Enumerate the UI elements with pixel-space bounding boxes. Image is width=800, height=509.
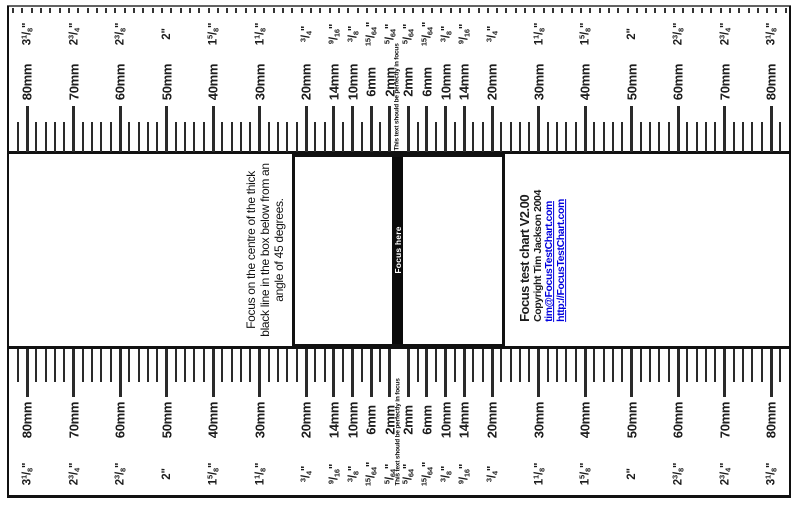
ruler-tick — [407, 349, 410, 397]
mm-label-top: 2mm — [400, 67, 416, 97]
ruler-tick — [296, 122, 298, 152]
ruler-tick — [705, 122, 707, 152]
ruler-tick — [342, 122, 344, 152]
ruler-tick — [425, 106, 428, 152]
inch-label-bottom: $^{15}/_{64}$" — [419, 461, 435, 487]
inch-label-top: $2^3/_4$" — [66, 22, 81, 46]
inch-label-top: $^3/_4$" — [298, 25, 314, 43]
ruler-tick — [696, 349, 698, 382]
ruler-tick — [203, 122, 205, 152]
ruler-tick — [203, 349, 205, 382]
inch-label-bottom: $1^5/_8$" — [577, 462, 593, 486]
ruler-tick — [677, 106, 680, 152]
inch-label-bottom: 2" — [160, 468, 173, 480]
ruler-tick — [417, 349, 419, 382]
ruler-tick — [621, 349, 623, 382]
instruction-line: Focus on the centre of the thick — [243, 171, 258, 329]
ruler-tick — [156, 122, 158, 152]
ruler-tick — [482, 122, 484, 152]
ruler-tick — [519, 122, 521, 152]
ruler-tick — [519, 349, 521, 382]
instruction-line: angle of 45 degrees. — [272, 198, 287, 302]
ruler-tick — [342, 349, 344, 382]
mm-label-bottom: 6mm — [419, 405, 435, 435]
ruler-tick — [379, 122, 381, 152]
inch-label-bottom: $^3/_4$" — [298, 465, 314, 483]
ruler-tick — [91, 349, 93, 382]
ruler-tick — [761, 349, 763, 382]
ruler-tick — [444, 106, 447, 152]
inch-label-top: $3^1/_8$" — [763, 22, 779, 46]
ruler-tick — [425, 349, 428, 397]
inch-label-top: $2^3/_8$" — [670, 22, 686, 46]
ruler-tick — [54, 349, 56, 382]
ruler-tick — [510, 349, 512, 382]
mm-label-bottom: 40mm — [205, 401, 221, 439]
ruler-tick — [537, 349, 540, 397]
ruler-tick — [556, 122, 558, 152]
inch-label-top: 2" — [625, 28, 638, 40]
ruler-tick — [54, 122, 56, 152]
ruler-tick — [630, 106, 633, 152]
mm-label-top: 10mm — [438, 63, 453, 101]
mm-label-bottom: 30mm — [252, 401, 267, 439]
ruler-tick — [286, 122, 288, 152]
ruler-tick — [193, 349, 195, 382]
mm-label-top: 20mm — [484, 63, 500, 101]
ruler-tick — [72, 106, 75, 152]
mm-label-bottom: 20mm — [298, 401, 314, 439]
ruler-tick — [696, 122, 698, 152]
mm-label-bottom: 50mm — [624, 401, 639, 439]
mm-label-bottom: 80mm — [19, 401, 35, 439]
inch-label-top: 2" — [160, 28, 173, 40]
ruler-tick — [361, 349, 363, 382]
ruler-tick — [742, 122, 744, 152]
ruler-tick — [500, 349, 502, 382]
ruler-tick — [388, 349, 391, 397]
ruler-tick — [482, 349, 484, 382]
focus-here-label: Focus here — [392, 226, 403, 274]
ruler-tick — [45, 349, 47, 382]
ruler-tick — [258, 349, 261, 397]
ruler-tick — [612, 122, 614, 152]
ruler-tick — [528, 349, 530, 382]
ruler-tick — [584, 106, 587, 152]
ruler-tick — [677, 349, 680, 397]
ruler-tick — [575, 122, 577, 152]
mm-label-bottom: 70mm — [66, 401, 81, 439]
ruler-tick — [556, 349, 558, 382]
inch-label-top: $1^1/_8$" — [252, 22, 267, 46]
mm-label-top: 80mm — [19, 63, 35, 101]
email-link[interactable]: tim@FocusTestChart.com — [543, 201, 556, 322]
inch-label-top: $^3/_8$" — [438, 25, 453, 43]
inch-label-bottom: 2" — [625, 468, 638, 480]
mm-label-bottom: 10mm — [438, 401, 453, 439]
ruler-tick — [444, 349, 447, 397]
ruler-tick — [351, 106, 354, 152]
mm-label-top: 30mm — [531, 63, 546, 101]
ruler-tick — [751, 122, 753, 152]
ruler-tick — [472, 122, 474, 152]
mm-label-bottom: 6mm — [363, 405, 379, 435]
mm-label-bottom: 14mm — [456, 401, 472, 439]
ruler-tick — [305, 349, 308, 397]
ruler-tick — [565, 349, 567, 382]
inch-label-bottom: $^5/_{64}$" — [382, 463, 398, 485]
ruler-tick — [277, 349, 279, 382]
ruler-tick — [100, 122, 102, 152]
inch-label-bottom: $^5/_{64}$" — [400, 463, 416, 485]
inch-label-top: $1^1/_8$" — [531, 22, 546, 46]
ruler-tick — [686, 122, 688, 152]
inch-label-bottom: $2^3/_4$" — [717, 462, 732, 486]
ruler-tick — [779, 122, 781, 152]
ruler-tick — [268, 349, 270, 382]
inch-label-bottom: $2^3/_4$" — [66, 462, 81, 486]
ruler-tick — [138, 349, 140, 382]
ruler-tick — [277, 122, 279, 152]
ruler-tick — [714, 122, 716, 152]
ruler-tick — [221, 349, 223, 382]
title-block — [518, 190, 568, 322]
ruler-tick — [249, 349, 251, 382]
ruler-tick — [379, 349, 381, 382]
ruler-tick — [658, 349, 660, 382]
mm-label-top: 6mm — [363, 67, 379, 97]
inch-label-bottom: $^{15}/_{64}$" — [363, 461, 379, 487]
mm-label-bottom: 50mm — [159, 401, 174, 439]
focus-note-bottom: This text should be perfectly in focus — [394, 378, 402, 486]
ruler-tick — [417, 122, 419, 152]
ruler-tick — [138, 122, 140, 152]
ruler-tick — [26, 349, 29, 397]
ruler-tick — [528, 122, 530, 152]
ruler-tick — [491, 349, 494, 397]
ruler-tick — [388, 106, 391, 152]
ruler-tick — [100, 349, 102, 382]
inch-label-bottom: $1^5/_8$" — [205, 462, 221, 486]
inch-label-bottom: $1^1/_8$" — [252, 462, 267, 486]
ruler-tick — [324, 349, 326, 382]
mm-label-bottom: 60mm — [670, 401, 686, 439]
ruler-tick — [184, 349, 186, 382]
ruler-tick — [240, 349, 242, 382]
instruction-line: black line in the box below from an — [257, 163, 272, 337]
ruler-tick — [407, 106, 410, 152]
inch-label-bottom: $^3/_8$" — [345, 465, 360, 483]
ruler-tick — [231, 349, 233, 382]
mm-label-bottom: 20mm — [484, 401, 500, 439]
inch-label-bottom: $^3/_8$" — [438, 465, 453, 483]
ruler-tick — [491, 106, 494, 152]
ruler-tick — [314, 122, 316, 152]
ruler-tick — [686, 349, 688, 382]
mm-label-top: 40mm — [205, 63, 221, 101]
ruler-tick — [733, 349, 735, 382]
mm-label-bottom: 40mm — [577, 401, 593, 439]
mm-label-top: 40mm — [577, 63, 593, 101]
ruler-tick — [621, 122, 623, 152]
ruler-tick — [435, 122, 437, 152]
ruler-tick — [175, 349, 177, 382]
ruler-tick — [332, 106, 335, 152]
ruler-tick — [770, 106, 773, 152]
ruler-tick — [668, 349, 670, 382]
ruler-tick — [435, 349, 437, 382]
ruler-tick — [156, 349, 158, 382]
ruler-tick — [463, 106, 466, 152]
mm-label-top: 10mm — [345, 63, 360, 101]
ruler-tick — [63, 122, 65, 152]
inch-label-top: $1^5/_8$" — [205, 22, 221, 46]
mm-label-top: 2mm — [382, 67, 398, 97]
ruler-tick — [584, 349, 587, 397]
ruler-tick — [714, 349, 716, 382]
ruler-tick — [17, 349, 19, 382]
ruler-tick — [35, 122, 37, 152]
ruler-tick — [258, 106, 261, 152]
inch-label-bottom: $1^1/_8$" — [531, 462, 546, 486]
mm-label-top: 14mm — [456, 63, 472, 101]
ruler-tick — [147, 349, 149, 382]
ruler-tick — [575, 349, 577, 382]
ruler-tick — [35, 349, 37, 382]
ruler-tick — [63, 349, 65, 382]
ruler-tick — [547, 122, 549, 152]
mm-label-top: 70mm — [717, 63, 732, 101]
mm-label-bottom: 60mm — [112, 401, 128, 439]
ruler-tick — [658, 122, 660, 152]
ruler-tick — [500, 122, 502, 152]
ruler-tick — [82, 349, 84, 382]
ruler-tick — [537, 106, 540, 152]
ruler-tick — [296, 349, 298, 382]
inch-label-top: $^3/_4$" — [484, 25, 500, 43]
inch-label-top: $^9/_{16}$" — [326, 23, 342, 45]
ruler-tick — [770, 349, 773, 397]
mm-label-top: 50mm — [624, 63, 639, 101]
mm-label-top: 60mm — [670, 63, 686, 101]
ruler-tick — [593, 122, 595, 152]
ruler-tick — [128, 349, 130, 382]
ruler-tick — [723, 106, 726, 152]
mm-label-bottom: 2mm — [400, 405, 416, 435]
ruler-tick — [110, 122, 112, 152]
mm-label-bottom: 2mm — [382, 405, 398, 435]
ruler-tick — [733, 122, 735, 152]
ruler-tick — [231, 122, 233, 152]
focus-note-top: This text should be perfectly in focus — [393, 43, 401, 151]
mm-label-bottom: 10mm — [345, 401, 360, 439]
ruler-tick — [351, 349, 354, 397]
ruler-tick — [332, 349, 335, 397]
ruler-tick — [305, 106, 308, 152]
ruler-tick — [751, 349, 753, 382]
ruler-tick — [640, 122, 642, 152]
mm-label-bottom: 80mm — [763, 401, 779, 439]
inch-label-top: $2^3/_4$" — [717, 22, 732, 46]
ruler-tick — [779, 349, 781, 382]
copyright-text: Copyright Tim Jackson 2004 — [531, 190, 544, 322]
ruler-tick — [184, 122, 186, 152]
ruler-tick — [361, 122, 363, 152]
ruler-tick — [472, 349, 474, 382]
ruler-tick — [649, 349, 651, 382]
ruler-tick — [249, 122, 251, 152]
mm-label-bottom: 30mm — [531, 401, 546, 439]
mm-label-bottom: 14mm — [326, 401, 342, 439]
ruler-tick — [668, 122, 670, 152]
ruler-tick — [454, 349, 456, 382]
ruler-tick — [119, 106, 122, 152]
inch-label-top: $^{15}/_{64}$" — [419, 21, 435, 47]
ruler-tick — [165, 349, 168, 397]
inch-label-top: $^{15}/_{64}$" — [363, 21, 379, 47]
ruler-tick — [640, 349, 642, 382]
ruler-tick — [175, 122, 177, 152]
ruler-tick — [193, 122, 195, 152]
inch-label-top: $^5/_{64}$" — [382, 23, 398, 45]
ruler-tick — [26, 106, 29, 152]
ruler-tick — [45, 122, 47, 152]
mm-label-top: 60mm — [112, 63, 128, 101]
ruler-tick — [165, 106, 168, 152]
ruler-tick — [17, 122, 19, 152]
ruler-tick — [91, 122, 93, 152]
ruler-tick — [119, 349, 122, 397]
ruler-tick — [612, 349, 614, 382]
ruler-tick — [705, 349, 707, 382]
ruler-tick — [82, 122, 84, 152]
inch-label-top: $^9/_{16}$" — [456, 23, 472, 45]
inch-label-bottom: $2^3/_8$" — [670, 462, 686, 486]
ruler-tick — [268, 122, 270, 152]
ruler-tick — [212, 106, 215, 152]
ruler-tick — [603, 122, 605, 152]
mm-label-top: 50mm — [159, 63, 174, 101]
ruler-tick — [72, 349, 75, 397]
ruler-tick — [370, 106, 373, 152]
ruler-tick — [603, 349, 605, 382]
ruler-tick — [649, 122, 651, 152]
ruler-tick — [128, 122, 130, 152]
inch-label-top: $2^3/_8$" — [112, 22, 128, 46]
inch-label-top: $3^1/_8$" — [19, 22, 35, 46]
ruler-tick — [110, 349, 112, 382]
inch-label-bottom: $^9/_{16}$" — [326, 463, 342, 485]
inch-label-top: $^3/_8$" — [345, 25, 360, 43]
ruler-tick — [286, 349, 288, 382]
chart-title: Focus test chart V2.00 — [517, 194, 533, 322]
ruler-tick — [463, 349, 466, 397]
mm-label-top: 80mm — [763, 63, 779, 101]
ruler-tick — [221, 122, 223, 152]
mm-label-top: 6mm — [419, 67, 435, 97]
url-link[interactable]: http://FocusTestChart.com — [555, 199, 568, 322]
ruler-tick — [723, 349, 726, 397]
ruler-tick — [240, 122, 242, 152]
ruler-tick — [547, 349, 549, 382]
inch-label-bottom: $^9/_{16}$" — [456, 463, 472, 485]
ruler-tick — [761, 122, 763, 152]
ruler-tick — [593, 349, 595, 382]
mm-label-top: 30mm — [252, 63, 267, 101]
ruler-tick — [212, 349, 215, 397]
inch-label-top: $1^5/_8$" — [577, 22, 593, 46]
inch-label-bottom: $^3/_4$" — [484, 465, 500, 483]
inch-label-bottom: $3^1/_8$" — [19, 462, 35, 486]
ruler-tick — [630, 349, 633, 397]
inch-label-bottom: $3^1/_8$" — [763, 462, 779, 486]
ruler-tick — [565, 122, 567, 152]
ruler-tick — [510, 122, 512, 152]
mm-label-top: 70mm — [66, 63, 81, 101]
ruler-tick — [370, 349, 373, 397]
instruction-text — [244, 163, 286, 337]
mm-label-top: 20mm — [298, 63, 314, 101]
ruler-tick — [324, 122, 326, 152]
ruler-tick — [314, 349, 316, 382]
mm-label-top: 14mm — [326, 63, 342, 101]
mm-label-bottom: 70mm — [717, 401, 732, 439]
ruler-tick — [454, 122, 456, 152]
inch-label-top: $^5/_{64}$" — [400, 23, 416, 45]
ruler-tick — [742, 349, 744, 382]
ruler-tick — [147, 122, 149, 152]
inch-label-bottom: $2^3/_8$" — [112, 462, 128, 486]
